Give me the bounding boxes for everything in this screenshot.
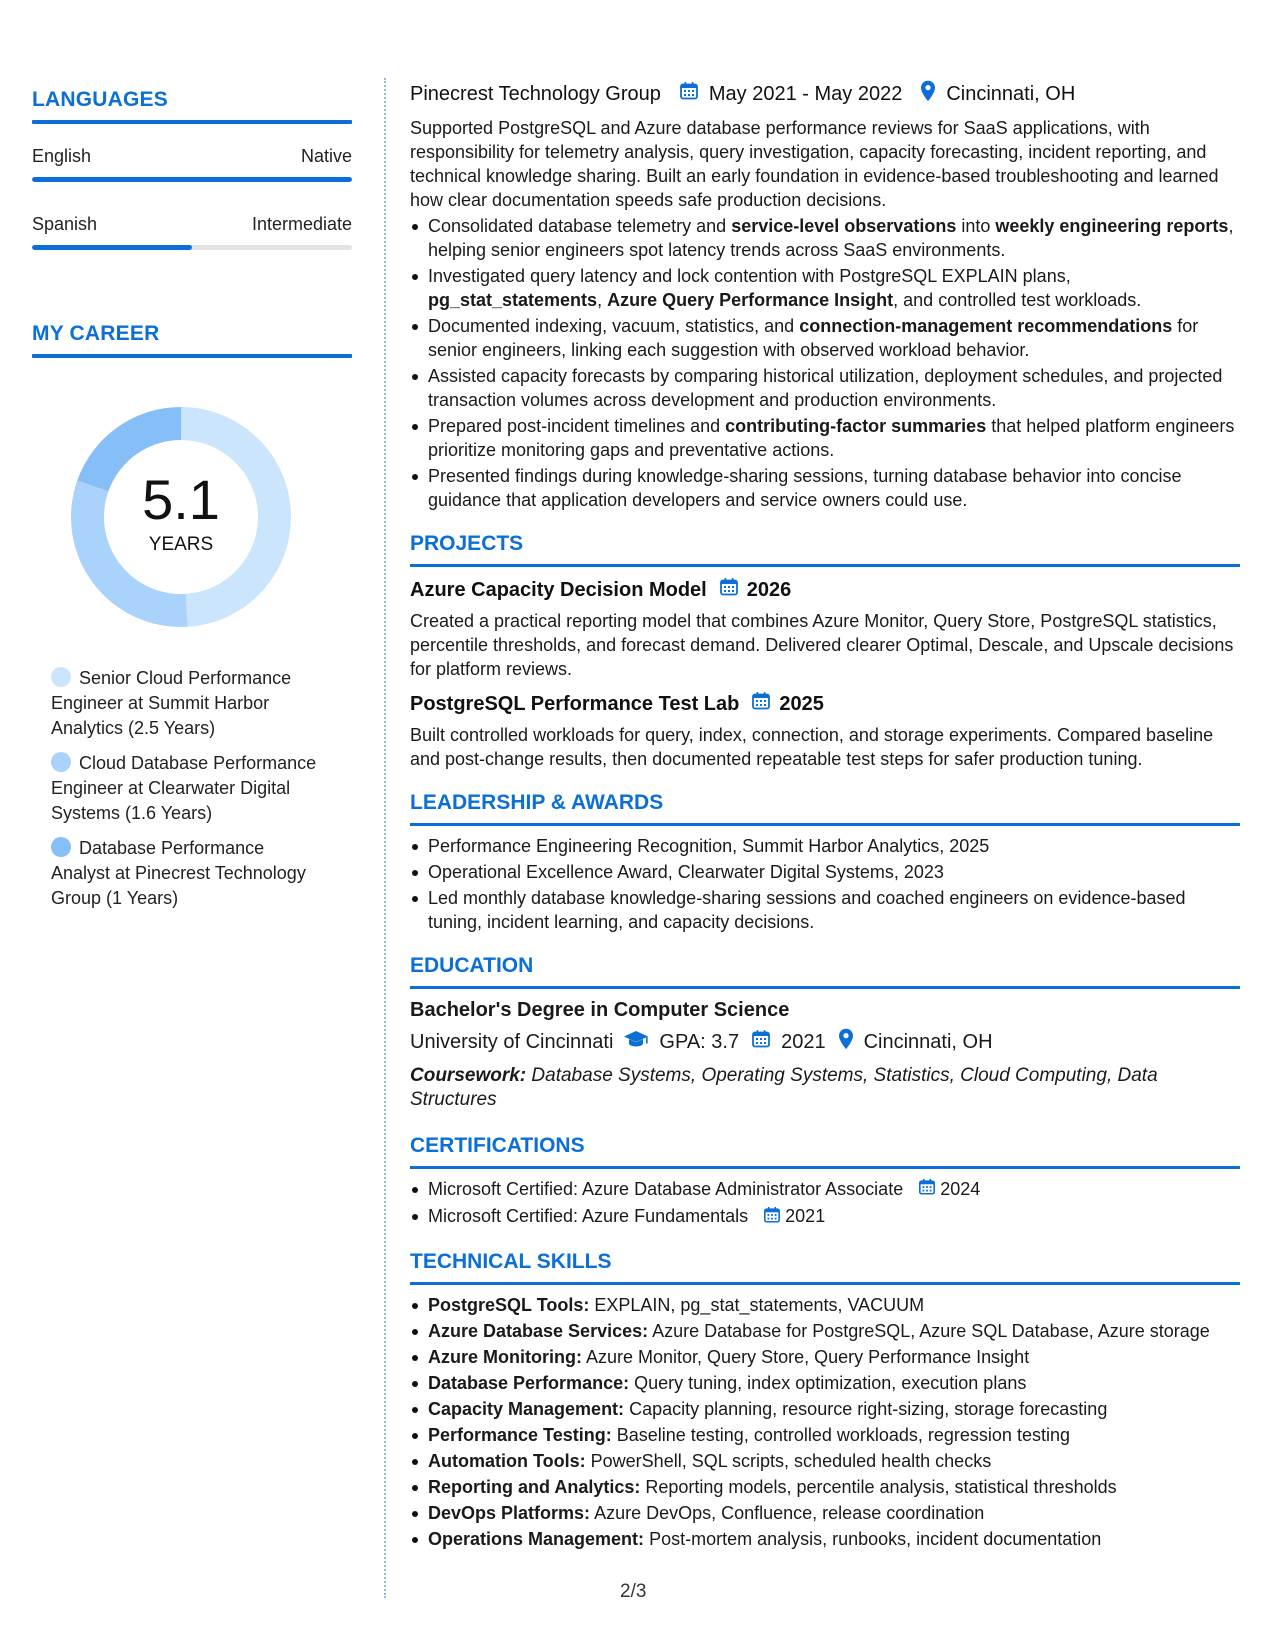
skill-item [410,1319,1240,1343]
bullet-emphasis: connection-management recommendations [799,316,1173,336]
language-item-english [32,146,352,182]
certification-year: 2021 [785,1206,826,1227]
leadership-title: LEADERSHIP & AWARDS [410,791,664,814]
project-year: 2026 [746,578,792,601]
left-column [32,88,352,921]
education-section [410,954,1240,1112]
skill-item [410,1423,1240,1447]
skills-list [410,1293,1240,1551]
career-title: MY CAREER [32,322,160,345]
language-proficiency-bar [32,177,352,182]
bullet-text: , helping senior engineers spot latency trends across SaaS environments. [428,216,1234,260]
career-donut-chart [66,402,296,632]
calendar-icon [719,577,739,603]
job-bullet [410,214,1240,262]
skill-values: Reporting models, percentile analysis, statistical thresholds [645,1476,1117,1497]
skill-category: Azure Monitoring: [428,1346,582,1367]
bullet-text: into [956,216,996,236]
education-degree: Bachelor's Degree in Computer Science [410,999,790,1021]
bullet-text: that helped platform engineers prioritize monitoring gaps and preventative actions. [428,416,1235,460]
skill-item [410,1527,1240,1551]
certification-item [410,1204,1240,1229]
languages-section [32,88,352,250]
bullet-text: Documented indexing, vacuum, statistics, and [428,316,800,336]
donut-center [66,402,296,632]
language-proficiency-bar [32,245,352,250]
location-pin-icon [838,1028,854,1056]
legend-dot [51,667,71,687]
skill-item [410,1397,1240,1421]
projects-title: PROJECTS [410,532,524,555]
skill-category: Automation Tools: [428,1450,586,1471]
skill-category: PostgreSQL Tools: [428,1294,590,1315]
calendar-icon [763,1206,781,1230]
job-bullet [410,364,1240,412]
career-legend-label: Senior Cloud Performance Engineer at Summit Harbor Analytics (2.5 Years) [51,668,292,738]
location-pin-icon [920,80,936,108]
leadership-rule [410,823,1240,826]
leadership-item: Operational Excellence Award, Clearwater Digital Systems, 2023 [410,860,1240,884]
skill-values: Azure Monitor, Query Store, Query Performance Insight [586,1346,1030,1367]
certification-name: Microsoft Certified: Azure Database Administrator Associate [428,1179,904,1199]
project-item [410,691,1240,771]
skill-item [410,1501,1240,1525]
project-year: 2025 [779,692,824,715]
skill-values: Baseline testing, controlled workloads, regression testing [616,1424,1070,1445]
skill-category: Database Performance: [428,1372,630,1393]
career-legend-label: Cloud Database Performance Engineer at Clearwater Digital Systems (1.6 Years) [51,753,317,823]
job-company: Pinecrest Technology Group [410,82,661,105]
certification-name: Microsoft Certified: Azure Fundamentals [428,1206,749,1227]
experience-entry [410,80,1240,512]
education-coursework [410,1064,1240,1112]
skill-values: Azure DevOps, Confluence, release coordination [594,1502,985,1523]
certifications-list [410,1177,1240,1230]
career-legend-item [51,666,326,741]
leadership-item: Performance Engineering Recognition, Summit Harbor Analytics, 2025 [410,834,1240,858]
education-location: Cincinnati, OH [863,1030,993,1053]
skill-category: Reporting and Analytics: [428,1476,641,1497]
skill-category: Operations Management: [428,1528,645,1549]
job-location: Cincinnati, OH [946,82,1076,105]
bullet-emphasis: contributing-factor summaries [725,416,987,436]
job-bullet [410,314,1240,362]
skills-title: TECHNICAL SKILLS [410,1249,612,1273]
skill-category: Performance Testing: [428,1424,612,1445]
legend-dot [51,837,71,857]
language-name: Spanish [32,214,98,234]
education-school: University of Cincinnati [410,1030,614,1053]
education-gpa: GPA: 3.7 [659,1030,740,1053]
language-proficiency-fill [32,177,352,182]
project-name: PostgreSQL Performance Test Lab [410,692,740,715]
language-level: Intermediate [251,214,352,234]
job-header [410,80,1240,108]
bullet-text: Prepared post-incident timelines and [428,416,726,436]
project-description: Built controlled workloads for query, index, connection, and storage experiments. Compared baseline and post-change results, then documented repeatable test steps for safer production tuning. [410,725,1214,769]
skill-values: Azure Database for PostgreSQL, Azure SQL Database, Azure storage [652,1320,1210,1341]
projects-rule [410,564,1240,567]
bullet-emphasis: service-level observations [731,216,957,236]
skill-values: EXPLAIN, pg_stat_statements, VACUUM [594,1294,925,1315]
certifications-title: CERTIFICATIONS [410,1134,585,1157]
career-rule [32,354,352,358]
column-divider [384,78,386,1598]
skill-values: Capacity planning, resource right-sizing, storage forecasting [629,1398,1108,1419]
job-bullet [410,414,1240,462]
calendar-icon [751,1029,771,1055]
career-total-years: 5.1 [142,468,220,531]
skill-values: PowerShell, SQL scripts, scheduled health checks [590,1450,992,1471]
certifications-section [410,1134,1240,1230]
bullet-emphasis: weekly engineering reports [995,216,1229,236]
leadership-list [410,834,1240,934]
language-item-spanish [32,214,352,250]
project-description: Created a practical reporting model that combines Azure Monitor, Query Store, PostgreSQL statistics, percentile thresholds, and forecast demand. Delivered clearer Optimal, Descale, and Upscale decisions for platform reviews. [410,611,1234,679]
education-rule [410,986,1240,989]
career-total-unit: YEARS [148,534,214,555]
job-summary: Supported PostgreSQL and Azure database performance reviews for SaaS applications, with responsibility for telemetry analysis, query investigation, capacity forecasting, incident reporting, and technical knowledge sharing. Built an early foundation in evidence-based troubleshooting and learned how clear documentation speeds safe production decisions. [410,118,1219,210]
career-legend-label: Database Performance Analyst at Pinecrest Technology Group (1 Years) [51,838,306,908]
bullet-text: , and controlled test workloads. [893,290,1142,310]
language-level: Native [300,146,352,166]
skills-rule [410,1282,1240,1285]
certification-year: 2024 [940,1179,981,1199]
education-title: EDUCATION [410,954,534,977]
job-bullet [410,264,1240,312]
skill-item [410,1345,1240,1369]
leadership-item: Led monthly database knowledge-sharing sessions and coached engineers on evidence-based tuning, incident learning, and capacity decisions. [410,886,1240,934]
skill-category: DevOps Platforms: [428,1502,591,1523]
skill-category: Capacity Management: [428,1398,625,1419]
languages-title: LANGUAGES [32,88,168,111]
calendar-icon [751,691,771,717]
career-legend [32,666,352,911]
project-item [410,577,1240,681]
coursework-label: Coursework: [410,1065,527,1086]
skill-category: Azure Database Services: [428,1320,649,1341]
right-column [410,80,1240,1553]
education-year: 2021 [781,1030,826,1053]
bullet-emphasis: pg_stat_statements [428,290,598,310]
job-bullets [410,214,1240,512]
certifications-rule [410,1166,1240,1169]
language-name: English [32,146,92,166]
bullet-text: Investigated query latency and lock contention with PostgreSQL EXPLAIN plans, [428,266,1071,286]
job-bullet [410,464,1240,512]
coursework-list: Database Systems, Operating Systems, Statistics, Cloud Computing, Data Structures [410,1065,1158,1110]
skill-values: Post-mortem analysis, runbooks, incident documentation [649,1528,1102,1549]
skill-values: Query tuning, index optimization, execution plans [634,1372,1027,1393]
bullet-text: Assisted capacity forecasts by comparing historical utilization, deployment schedules, and projected transaction volumes across development and production environments. [428,366,1223,410]
bullet-text: , [597,290,608,310]
skill-item [410,1293,1240,1317]
education-details [410,1028,1240,1056]
leadership-section [410,791,1240,934]
calendar-icon [679,81,699,107]
calendar-icon [918,1178,936,1202]
career-legend-item [51,836,326,911]
skill-item [410,1449,1240,1473]
bullet-text: for senior engineers, linking each suggestion with observed workload behavior. [428,316,1199,360]
certification-item [410,1177,1240,1202]
career-legend-item [51,751,326,826]
graduation-cap-icon [623,1029,649,1055]
projects-section [410,532,1240,771]
project-name: Azure Capacity Decision Model [410,578,707,601]
bullet-text: Presented findings during knowledge-sharing sessions, turning database behavior into concise guidance that application developers and service owners could use. [428,466,1182,510]
language-proficiency-fill [32,245,192,250]
career-section [32,322,352,911]
job-dates: May 2021 - May 2022 [708,82,903,105]
skill-item [410,1371,1240,1395]
bullet-emphasis: Azure Query Performance Insight [607,290,894,310]
bullet-text: Consolidated database telemetry and [428,216,732,236]
page-number: 2/3 [620,1581,647,1602]
skills-section [410,1250,1240,1551]
legend-dot [51,752,71,772]
languages-rule [32,120,352,124]
skill-item [410,1475,1240,1499]
